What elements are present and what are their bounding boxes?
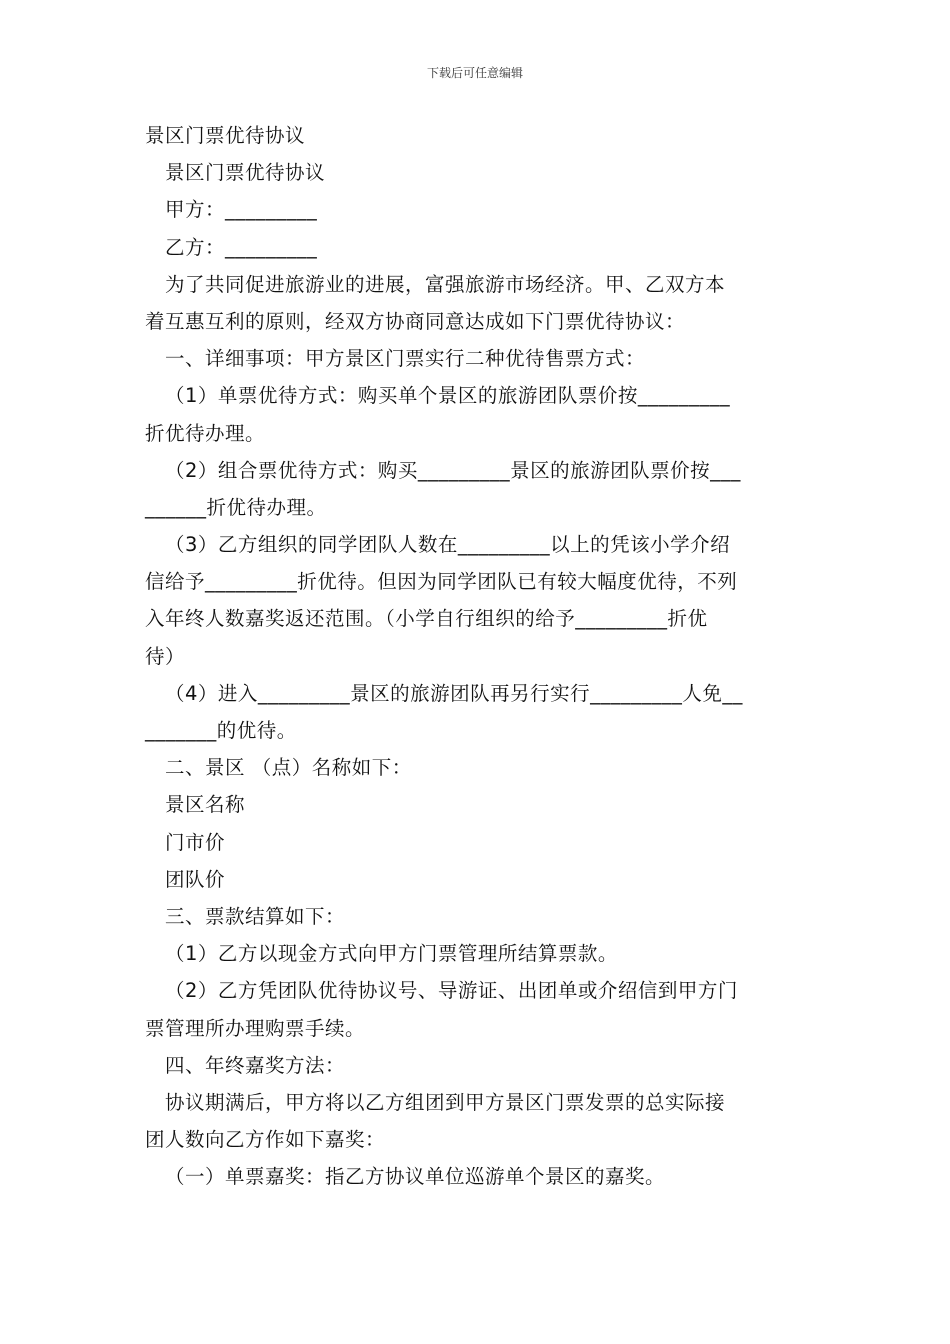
settlement-item-2-line-2: 票管理所办理购票手续。: [145, 1016, 366, 1040]
retail-price-label: 门市价: [165, 830, 226, 854]
scenic-name-label: 景区名称: [165, 793, 246, 817]
item-3-line-3: 入年终人数嘉奖返还范围。（小学自行组织的给予_________折优: [145, 607, 708, 631]
item-2-line-2: ______折优待办理。: [145, 495, 327, 519]
item-3-line-2: 信给予_________折优待。但因为同学团队已有较大幅度优待，不列: [145, 570, 738, 594]
item-1-line-2: 折优待办理。: [145, 421, 266, 445]
item-3-line-4: 待）: [145, 644, 186, 668]
intro-paragraph-line-1: 为了共同促进旅游业的进展，富强旅游市场经济。甲、乙双方本: [165, 272, 726, 296]
item-3-line-1: （3）乙方组织的同学团队人数在_________以上的凭该小学介绍: [165, 533, 731, 557]
item-2-line-1: （2）组合票优待方式：购买_________景区的旅游团队票价按___: [165, 458, 741, 482]
settlement-item-1: （1）乙方以现金方式向甲方门票管理所结算票款。: [165, 942, 618, 966]
party-b-line: 乙方：_________: [165, 235, 318, 259]
reward-item-1: （一）单票嘉奖：指乙方协议单位巡游单个景区的嘉奖。: [165, 1165, 666, 1189]
document-title: 景区门票优待协议: [145, 124, 306, 147]
section-3-heading: 三、票款结算如下：: [165, 904, 346, 928]
header-note: 下载后可任意编辑: [426, 66, 523, 80]
group-price-label: 团队价: [165, 867, 226, 891]
party-a-line: 甲方：_________: [165, 198, 318, 222]
intro-paragraph-line-2: 着互惠互利的原则，经双方协商同意达成如下门票优待协议：: [145, 309, 686, 333]
item-4-line-2: _______的优待。: [145, 719, 297, 742]
document-subtitle: 景区门票优待协议: [165, 161, 326, 185]
item-1-line-1: （1）单票优待方式：购买单个景区的旅游团队票价按_________: [165, 384, 731, 408]
document-body: [145, 117, 807, 1195]
section-2-heading: 二、景区 （点）名称如下：: [165, 756, 412, 780]
item-4-line-1: （4）进入_________景区的旅游团队再另行实行_________人免__: [165, 681, 743, 705]
settlement-item-2-line-1: （2）乙方凭团队优待协议号、导游证、出团单或介绍信到甲方门: [165, 979, 738, 1003]
reward-intro-line-1: 协议期满后，甲方将以乙方组团到甲方景区门票发票的总实际接: [165, 1090, 726, 1114]
section-4-heading: 四、年终嘉奖方法：: [165, 1053, 346, 1077]
section-1-heading: 一、详细事项：甲方景区门票实行二种优待售票方式：: [165, 347, 646, 371]
reward-intro-line-2: 团人数向乙方作如下嘉奖：: [145, 1128, 386, 1152]
